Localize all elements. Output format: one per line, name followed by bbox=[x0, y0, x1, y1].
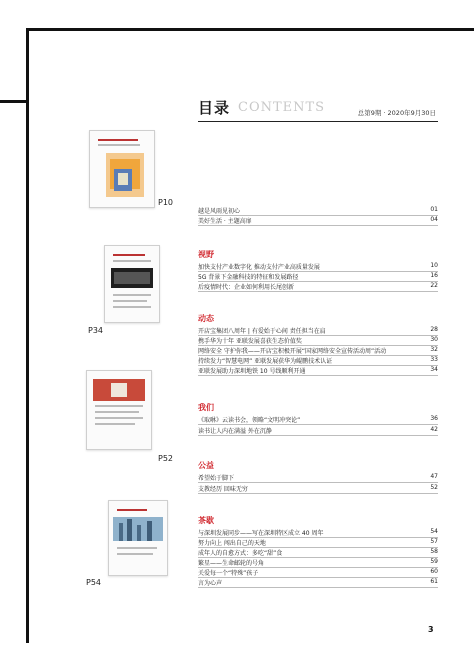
frame-left-stub-rule bbox=[0, 100, 26, 103]
toc-entry[interactable] bbox=[198, 366, 438, 376]
toc-entry-title: 亚联发展助力深圳地铁 10 号线顺利开通 bbox=[198, 368, 306, 375]
toc-entry-page: 58 bbox=[430, 548, 438, 555]
toc-entry[interactable] bbox=[198, 426, 438, 436]
thumbnail-text-line bbox=[113, 300, 147, 302]
toc-entry-page: 32 bbox=[430, 346, 438, 353]
toc-entry[interactable] bbox=[198, 262, 438, 272]
toc-entry-title: 关爱每一个“特殊”孩子 bbox=[198, 570, 259, 577]
toc-entry-title: 《取咻》云读书会，领略“文明冲突论” bbox=[198, 417, 301, 424]
toc-entry[interactable] bbox=[198, 558, 438, 568]
section-heading: 我们 bbox=[198, 403, 214, 412]
toc-entry[interactable] bbox=[198, 568, 438, 578]
toc-entry-page: 28 bbox=[430, 326, 438, 333]
toc-entry[interactable] bbox=[198, 282, 438, 292]
frame-left-rule bbox=[26, 28, 29, 643]
toc-entry-title: 希望始于脚下 bbox=[198, 475, 235, 482]
thumbnail-text-line bbox=[113, 306, 151, 308]
toc-entry-rule bbox=[198, 435, 438, 436]
toc-entry-title: 与深圳发展同步——写在深圳特区成立 40 周年 bbox=[198, 530, 324, 537]
toc-entry-title: 开店宝集团八周年 | 有爱始于心间 责任担当在肩 bbox=[198, 328, 326, 335]
toc-entry-rule bbox=[198, 291, 438, 292]
toc-entry-page: 04 bbox=[430, 216, 438, 223]
toc-entry-title: 后疫情时代：企业如何利用长尾创新 bbox=[198, 284, 295, 291]
toc-entry[interactable] bbox=[198, 206, 438, 216]
toc-entry-page: 60 bbox=[430, 568, 438, 575]
toc-entry-page: 61 bbox=[430, 578, 438, 585]
toc-entry-page: 47 bbox=[430, 473, 438, 480]
contents-subtitle: CONTENTS bbox=[238, 100, 326, 115]
toc-entry[interactable] bbox=[198, 578, 438, 588]
toc-entry-title: 5G 背景下金融科技的特征和发展路径 bbox=[198, 274, 299, 281]
toc-entry-rule bbox=[198, 587, 438, 588]
thumbnail-text-line bbox=[117, 553, 153, 555]
toc-entry-title: 努力向上 闯出自己的天地 bbox=[198, 540, 266, 547]
toc-entry-page: 33 bbox=[430, 356, 438, 363]
toc-entry[interactable] bbox=[198, 356, 438, 366]
toc-entry-title: 成年人的自愈方式：多吃“甜”食 bbox=[198, 550, 283, 557]
toc-entry[interactable] bbox=[198, 528, 438, 538]
toc-entry-page: 52 bbox=[430, 484, 438, 491]
section-heading: 公益 bbox=[198, 461, 214, 470]
thumbnail-p10[interactable] bbox=[89, 130, 155, 208]
thumbnail-p34[interactable] bbox=[104, 245, 160, 323]
toc-entry[interactable] bbox=[198, 326, 438, 336]
toc-entry-title: 携手华为十年 亚联发展喜获生态价值奖 bbox=[198, 338, 302, 345]
thumbnail-illustration bbox=[93, 379, 145, 401]
toc-entry-title: 持续发力“智慧电网” 亚联发展获华为鲲鹏技术认证 bbox=[198, 358, 333, 365]
toc-entry-page: 42 bbox=[430, 426, 438, 433]
thumbnail-heading-bar bbox=[98, 139, 138, 141]
toc-entry[interactable] bbox=[198, 473, 438, 483]
toc-entry-page: 59 bbox=[430, 558, 438, 565]
thumbnail-text-line bbox=[113, 294, 151, 296]
toc-entry-title: 网络安全 守护你我——开店宝积极开展“国家网络安全宣传活动周”活动 bbox=[198, 348, 387, 355]
toc-entry-title: 加快支付产业数字化 推动支付产业高质量发展 bbox=[198, 264, 320, 271]
thumbnail-text-line bbox=[113, 260, 151, 262]
toc-entry-title: 繁星——生命邮轮的号角 bbox=[198, 560, 265, 567]
thumbnail-text-line bbox=[95, 417, 143, 419]
toc-entry-title: 言为心声 bbox=[198, 580, 223, 587]
thumbnail-p54[interactable] bbox=[108, 500, 168, 576]
toc-entry-rule bbox=[198, 493, 438, 494]
toc-entry-title: 读书让人内在满溢 外在沉静 bbox=[198, 428, 272, 435]
thumbnail-heading-bar bbox=[117, 509, 147, 511]
thumbnail-page-label: P52 bbox=[158, 454, 174, 463]
thumbnail-page-label: P10 bbox=[158, 198, 174, 207]
toc-entry-rule bbox=[198, 375, 438, 376]
toc-entry-rule bbox=[198, 424, 438, 425]
thumbnail-text-line bbox=[117, 547, 157, 549]
frame-top-rule bbox=[26, 28, 474, 31]
section-heading: 动态 bbox=[198, 314, 214, 323]
toc-entry-page: 57 bbox=[430, 538, 438, 545]
toc-entry-title: 美好生活 · 主题高扉 bbox=[198, 218, 252, 225]
toc-entry-rule bbox=[198, 225, 438, 226]
thumbnail-illustration bbox=[113, 517, 163, 541]
toc-entry[interactable] bbox=[198, 346, 438, 356]
thumbnail-heading-bar bbox=[113, 254, 145, 256]
toc-entry-title: 越是风雨见初心 bbox=[198, 208, 241, 215]
thumbnail-text-line bbox=[95, 423, 135, 425]
thumbnail-illustration bbox=[111, 268, 153, 288]
toc-entry[interactable] bbox=[198, 548, 438, 558]
thumbnail-illustration bbox=[106, 153, 144, 197]
toc-entry[interactable] bbox=[198, 415, 438, 425]
toc-entry-page: 30 bbox=[430, 336, 438, 343]
thumbnail-text-line bbox=[95, 405, 143, 407]
contents-title: 目录 bbox=[198, 99, 231, 117]
toc-entry-page: 01 bbox=[430, 206, 438, 213]
thumbnail-text-line bbox=[95, 411, 139, 413]
toc-entry-page: 54 bbox=[430, 528, 438, 535]
issue-info: 总第9期 · 2020年9月30日 bbox=[357, 109, 436, 117]
toc-entry-page: 22 bbox=[430, 282, 438, 289]
toc-entry[interactable] bbox=[198, 216, 438, 226]
thumbnail-p52[interactable] bbox=[86, 370, 152, 450]
toc-entry[interactable] bbox=[198, 272, 438, 282]
toc-entry[interactable] bbox=[198, 484, 438, 494]
toc-entry[interactable] bbox=[198, 538, 438, 548]
toc-entry[interactable] bbox=[198, 336, 438, 346]
thumbnail-text-line bbox=[98, 144, 140, 146]
toc-entry-title: 支教经历 回味无穷 bbox=[198, 486, 248, 493]
header-rule bbox=[198, 121, 438, 122]
toc-entry-rule bbox=[198, 482, 438, 483]
thumbnail-page-label: P54 bbox=[86, 578, 102, 587]
toc-entry-page: 36 bbox=[430, 415, 438, 422]
page-number: 3 bbox=[428, 625, 434, 634]
section-heading: 茶歇 bbox=[198, 516, 214, 525]
toc-entry-page: 10 bbox=[430, 262, 438, 269]
thumbnail-page-label: P34 bbox=[88, 326, 104, 335]
section-heading: 视野 bbox=[198, 250, 214, 259]
toc-entry-page: 16 bbox=[430, 272, 438, 279]
toc-entry-page: 34 bbox=[430, 366, 438, 373]
